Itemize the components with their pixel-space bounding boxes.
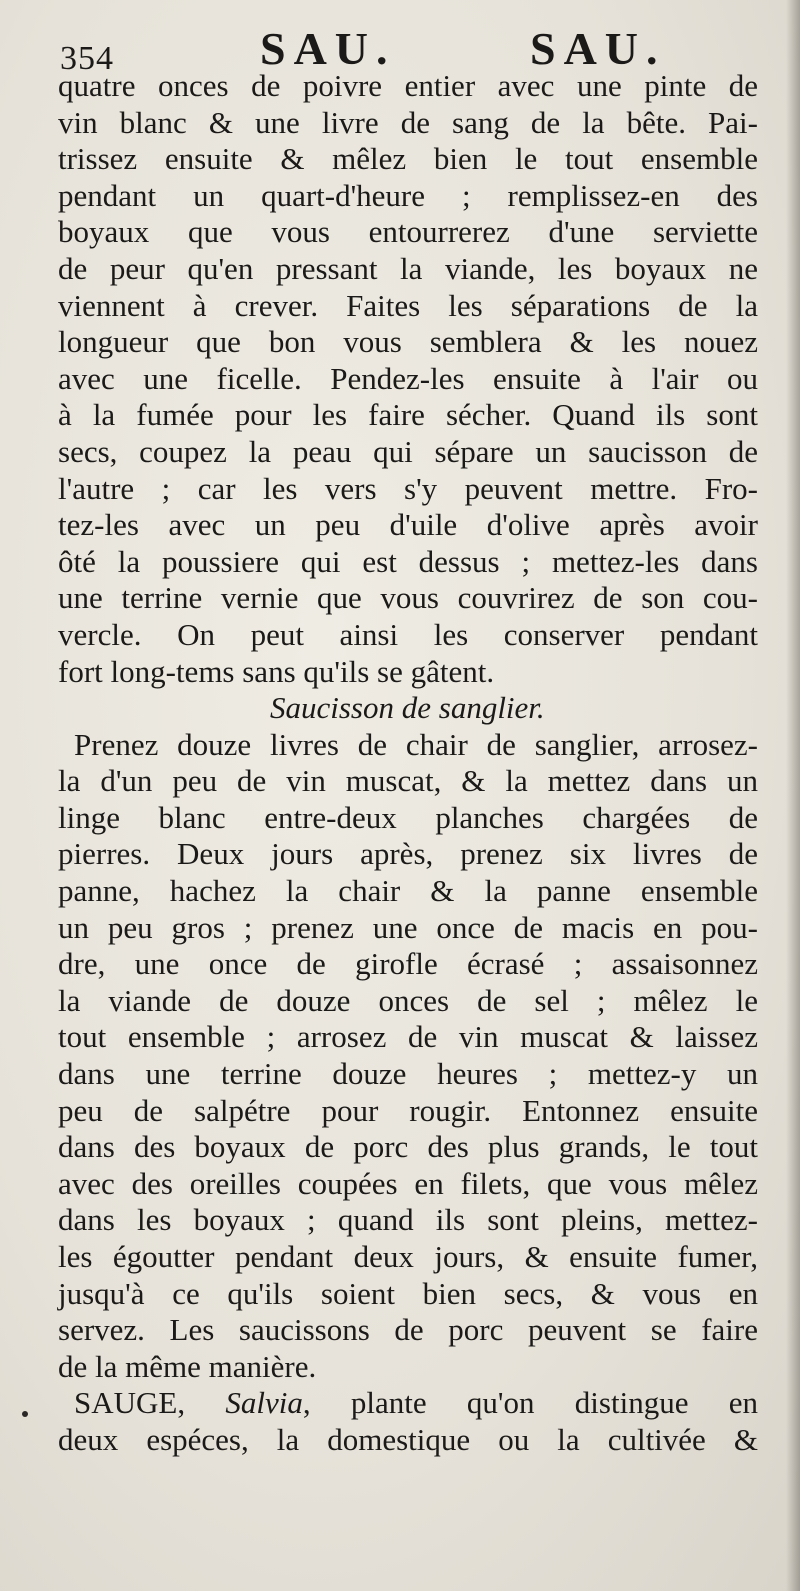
text-line: de peur qu'en pressant la viande, les boyaux ne (58, 250, 758, 286)
text-line: peu de salpétre pour rougir. Entonnez ensuite (58, 1092, 758, 1128)
text-line: servez. Les saucissons de porc peuvent se faire (58, 1312, 758, 1348)
entry-definition: , plante qu'on distingue en (302, 1385, 758, 1421)
text-line: longueur que bon vous semblera & les nouez (58, 324, 758, 360)
text-line: trissez ensuite & mêlez bien le tout ensemble (58, 141, 758, 177)
entry-sauge-line (58, 1385, 758, 1422)
text-line: vin blanc & une livre de sang de la bête. Pai- (58, 104, 758, 140)
text-line: pendant un quart-d'heure ; remplissez-en des (58, 177, 758, 213)
text-line: tez-les avec un peu d'uile d'olive après avoir (58, 507, 758, 543)
text-line: de la même manière. (58, 1348, 317, 1384)
text-line: à la fumée pour les faire sécher. Quand ils sont (58, 397, 758, 433)
text-line: dans les boyaux ; quand ils sont pleins, mettez- (58, 1202, 758, 1238)
text-line: avec des oreilles coupées en filets, que vous mêlez (58, 1165, 758, 1201)
text-line: tout ensemble ; arrosez de vin muscat & laissez (58, 1019, 758, 1055)
text-line: l'autre ; car les vers s'y peuvent mettre. Fro- (58, 470, 758, 506)
text-line: les égoutter pendant deux jours, & ensuite fumer, (58, 1239, 758, 1274)
text-line: vercle. On peut ainsi les conserver pendant (58, 616, 758, 652)
text-line: avec une ficelle. Pendez-les ensuite à l'air ou (58, 360, 758, 396)
text-line: ôté la poussiere qui est dessus ; mettez-les dans (58, 543, 758, 579)
text-line: dans une terrine douze heures ; mettez-y un (58, 1056, 758, 1092)
text-line: viennent à crever. Faites les séparations de la (58, 287, 758, 323)
text-line: une terrine vernie que vous couvrirez de son cou- (58, 580, 758, 616)
text-line: dans des boyaux de porc des plus grands, le tout (58, 1129, 758, 1165)
section-subtitle: Saucisson de sanglier. (270, 690, 545, 726)
text-line: boyaux que vous entourrerez d'une serviette (58, 214, 758, 250)
text-line: deux espéces, la domestique ou la cultivée & (58, 1421, 758, 1457)
text-line: dre, une once de girofle écrasé ; assaisonnez (58, 946, 758, 982)
margin-mark (22, 1411, 28, 1417)
text-line: la viande de douze onces de sel ; mêlez le (58, 982, 758, 1018)
entry-latin-name: Salvia (225, 1385, 303, 1421)
text-line: secs, coupez la peau qui sépare un saucisson de (58, 433, 758, 469)
text-line: un peu gros ; prenez une once de macis en pou- (58, 909, 758, 945)
text-line: fort long-tems sans qu'ils se gâtent. (58, 653, 495, 689)
entry-headword: SAUGE (74, 1385, 178, 1421)
body-text (58, 68, 758, 1459)
page-edge-shadow (786, 0, 800, 1591)
page-header (60, 18, 764, 77)
running-head-right: SAU. (530, 23, 666, 74)
entry-separator: , (177, 1385, 226, 1421)
text-line: la d'un peu de vin muscat, & la mettez dans un (58, 763, 758, 799)
running-head-left: SAU. (260, 23, 396, 74)
text-line: panne, hachez la chair & la panne ensemble (58, 873, 758, 909)
text-line: jusqu'à ce qu'ils soient bien secs, & vous en (58, 1275, 758, 1311)
text-line: Prenez douze livres de chair de sanglier, arrosez- (74, 726, 758, 762)
text-line: linge blanc entre-deux planches chargées de (58, 799, 758, 835)
text-line: pierres. Deux jours après, prenez six livres de (58, 836, 758, 872)
text-line: quatre onces de poivre entier avec une pinte de (58, 68, 758, 103)
page-number: 354 (60, 40, 114, 77)
